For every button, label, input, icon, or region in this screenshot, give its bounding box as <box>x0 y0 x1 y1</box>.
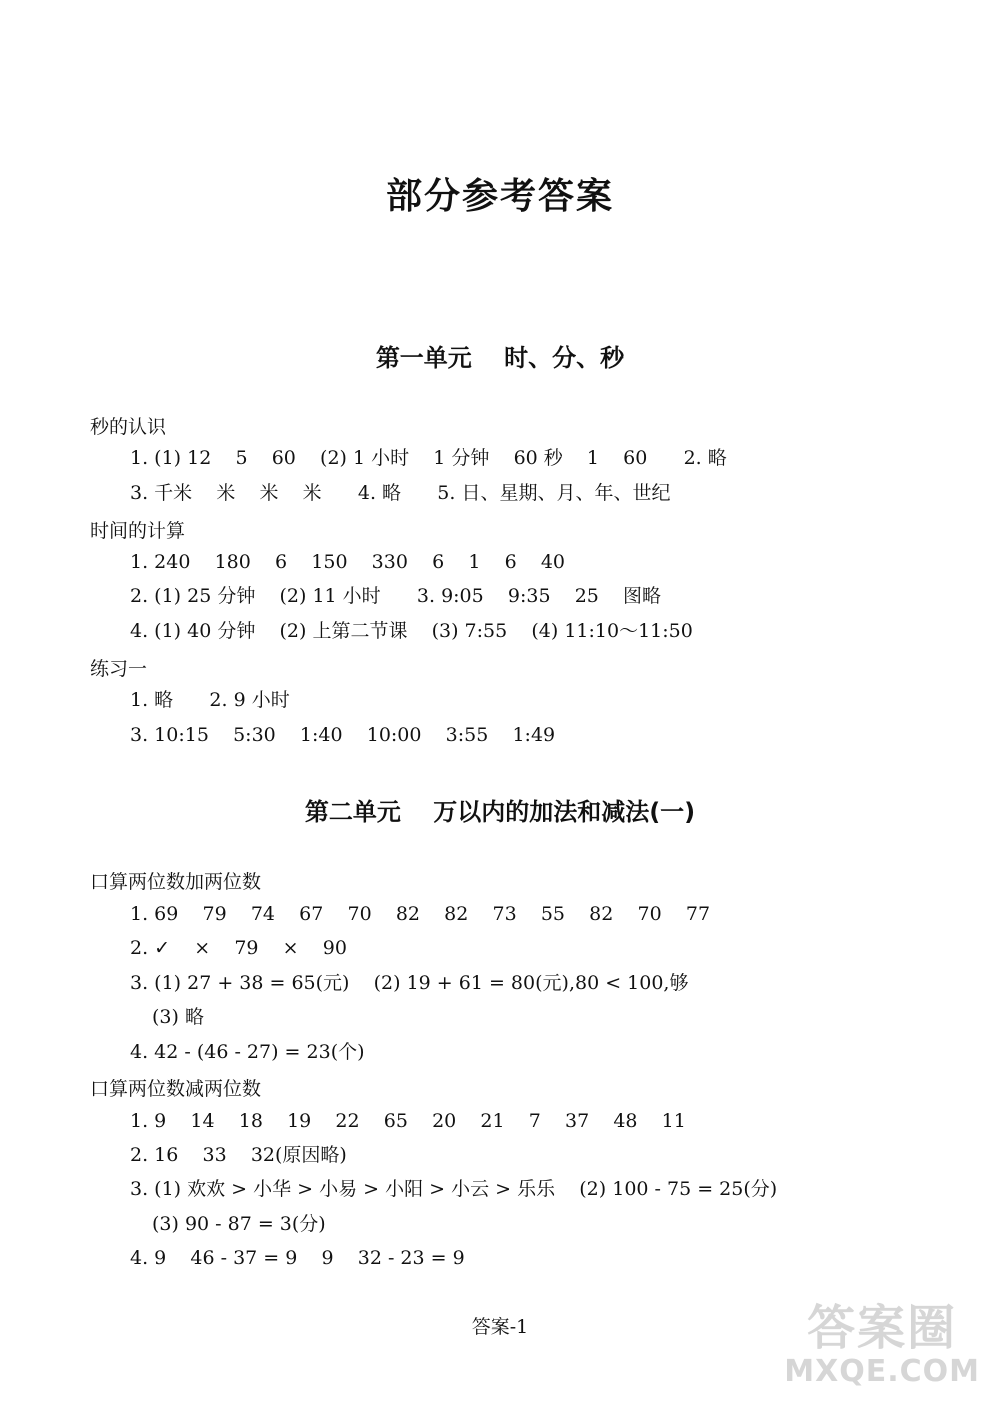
section-heading: 口算两位数加两位数 <box>90 871 262 893</box>
answer-line: 1. 69 79 74 67 70 82 82 73 55 82 70 77 <box>130 903 711 925</box>
page-number: 答案-1 <box>471 1316 529 1338</box>
answer-line: 2. 16 33 32(原因略) <box>130 1144 347 1166</box>
section-heading: 时间的计算 <box>90 520 186 542</box>
answer-line: 1. 9 14 18 19 22 65 20 21 7 37 48 11 <box>130 1110 686 1132</box>
answer-line: 3. 10:15 5:30 1:40 10:00 3:55 1:49 <box>130 724 556 746</box>
watermark-logo <box>784 1301 980 1389</box>
answer-line: (3) 90 - 87 = 3(分) <box>152 1213 326 1235</box>
answer-line: 3. 千米 米 米 米 4. 略 5. 日、星期、月、年、世纪 <box>130 482 671 504</box>
section-heading: 秒的认识 <box>90 416 167 438</box>
page-title: 部分参考答案 <box>385 176 614 217</box>
answer-line: 2. (1) 25 分钟 (2) 11 小时 3. 9:05 9:35 25 图略 <box>130 585 662 607</box>
answer-line: 4. 9 46 - 37 = 9 9 32 - 23 = 9 <box>130 1247 465 1269</box>
unit-2-title: 第二单元 万以内的加法和减法(一) <box>304 798 696 826</box>
answer-line: 3. (1) 27 + 38 = 65(元) (2) 19 + 61 = 80(元),80 < 100,够 <box>130 972 689 994</box>
unit-1-title: 第一单元 时、分、秒 <box>375 344 625 372</box>
answer-line: 2. ✓ × 79 × 90 <box>130 937 347 959</box>
answer-line: 3. (1) 欢欢 > 小华 > 小易 > 小阳 > 小云 > 乐乐 (2) 100 - 75 = 25(分) <box>130 1178 778 1200</box>
section-heading: 口算两位数减两位数 <box>90 1078 262 1100</box>
answer-line: 1. (1) 12 5 60 (2) 1 小时 1 分钟 60 秒 1 60 2. 略 <box>130 447 727 469</box>
watermark-url: MXQE.COM <box>784 1354 980 1389</box>
answer-line: 4. 42 - (46 - 27) = 23(个) <box>130 1041 365 1063</box>
answer-line: 1. 略 2. 9 小时 <box>130 689 290 711</box>
answer-line: (3) 略 <box>152 1006 204 1028</box>
section-heading: 练习一 <box>90 658 148 680</box>
watermark-text: 答案圈 <box>807 1300 958 1356</box>
answer-line: 4. (1) 40 分钟 (2) 上第二节课 (3) 7:55 (4) 11:10～11:50 <box>130 620 693 642</box>
answer-line: 1. 240 180 6 150 330 6 1 6 40 <box>130 551 566 573</box>
